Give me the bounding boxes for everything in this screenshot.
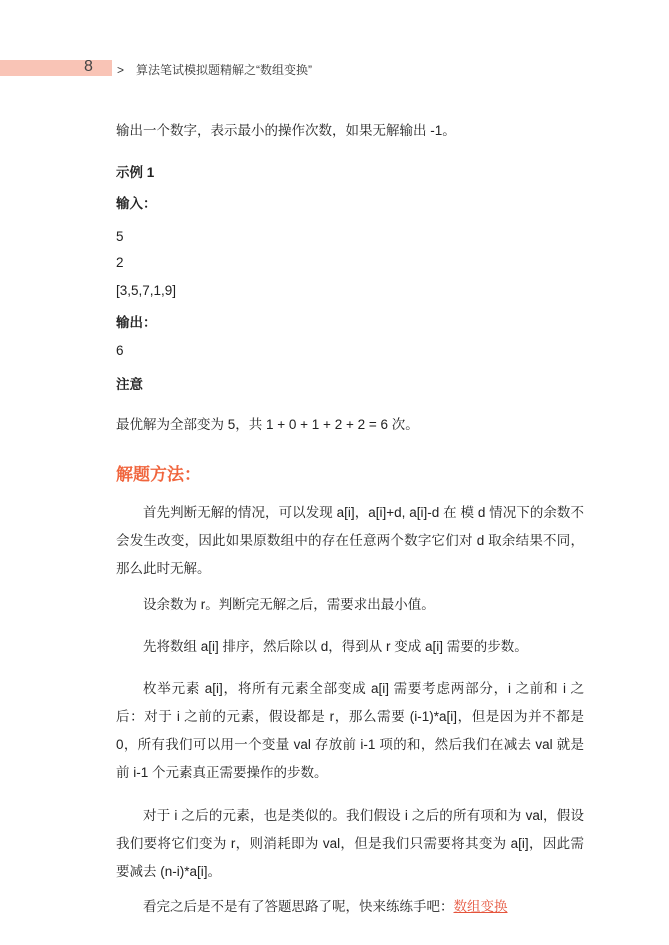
paragraph: 对于 i 之后的元素，也是类似的。我们假设 i 之后的所有项和为 val，假设我们要将它们变为 r，则消耗即为 val，但是我们只需要将其变为 a[i]，因此需要减去 (n-i)*a[i]。 [116, 808, 584, 879]
output-label: 输出： [116, 315, 157, 330]
example-title: 示例 1 [116, 165, 155, 180]
page-number: 8 [84, 58, 93, 75]
note-text: 最优解为全部变为 5，共 1 + 0 + 1 + 2 + 2 = 6 次。 [116, 417, 419, 432]
closing-text: 看完之后是不是有了答题思路了呢，快来练练手吧： [143, 899, 454, 914]
paragraph: 首先判断无解的情况，可以发现 a[i]，a[i]+d, a[i]-d 在 模 d 情况下的余数不会发生改变，因此如果原数组中的存在任意两个数字它们对 d 取余结果不同，那么此时无解。 [116, 505, 584, 576]
solution-heading: 解题方法： [116, 465, 201, 484]
chapter-title: 算法笔试模拟题精解之“数组变换” [136, 63, 313, 77]
paragraph: 设余数为 r。判断完无解之后，需要求出最小值。 [143, 597, 435, 612]
paragraph: 先将数组 a[i] 排序，然后除以 d，得到从 r 变成 a[i] 需要的步数。 [143, 639, 528, 654]
input-label: 输入： [116, 196, 157, 211]
input-line: [3,5,7,1,9] [116, 283, 177, 298]
note-label: 注意 [116, 377, 143, 392]
paragraph: 枚举元素 a[i]，将所有元素全部变成 a[i] 需要考虑两部分，i 之前和 i 之后：对于 i 之前的元素，假设都是 r，那么需要 (i-1)*a[i]，但是因为并不都是 0，所有我们可以用一个变量 val 存放前 i-1 项的和，然后我们在减去 val 就是前 i-1 个元素真正需要操作的步数。 [116, 681, 584, 780]
input-line: 5 [116, 229, 124, 244]
content-column [116, 121, 584, 921]
practice-link[interactable]: 数组变换 [453, 899, 508, 914]
breadcrumb-separator: > [117, 63, 125, 77]
page-number-bar [0, 60, 112, 76]
input-line: 2 [116, 255, 124, 270]
output-value: 6 [116, 343, 124, 358]
breadcrumb [117, 61, 324, 78]
output-description: 输出一个数字，表示最小的操作次数，如果无解输出 -1。 [116, 123, 456, 138]
closing-paragraph [116, 893, 584, 921]
